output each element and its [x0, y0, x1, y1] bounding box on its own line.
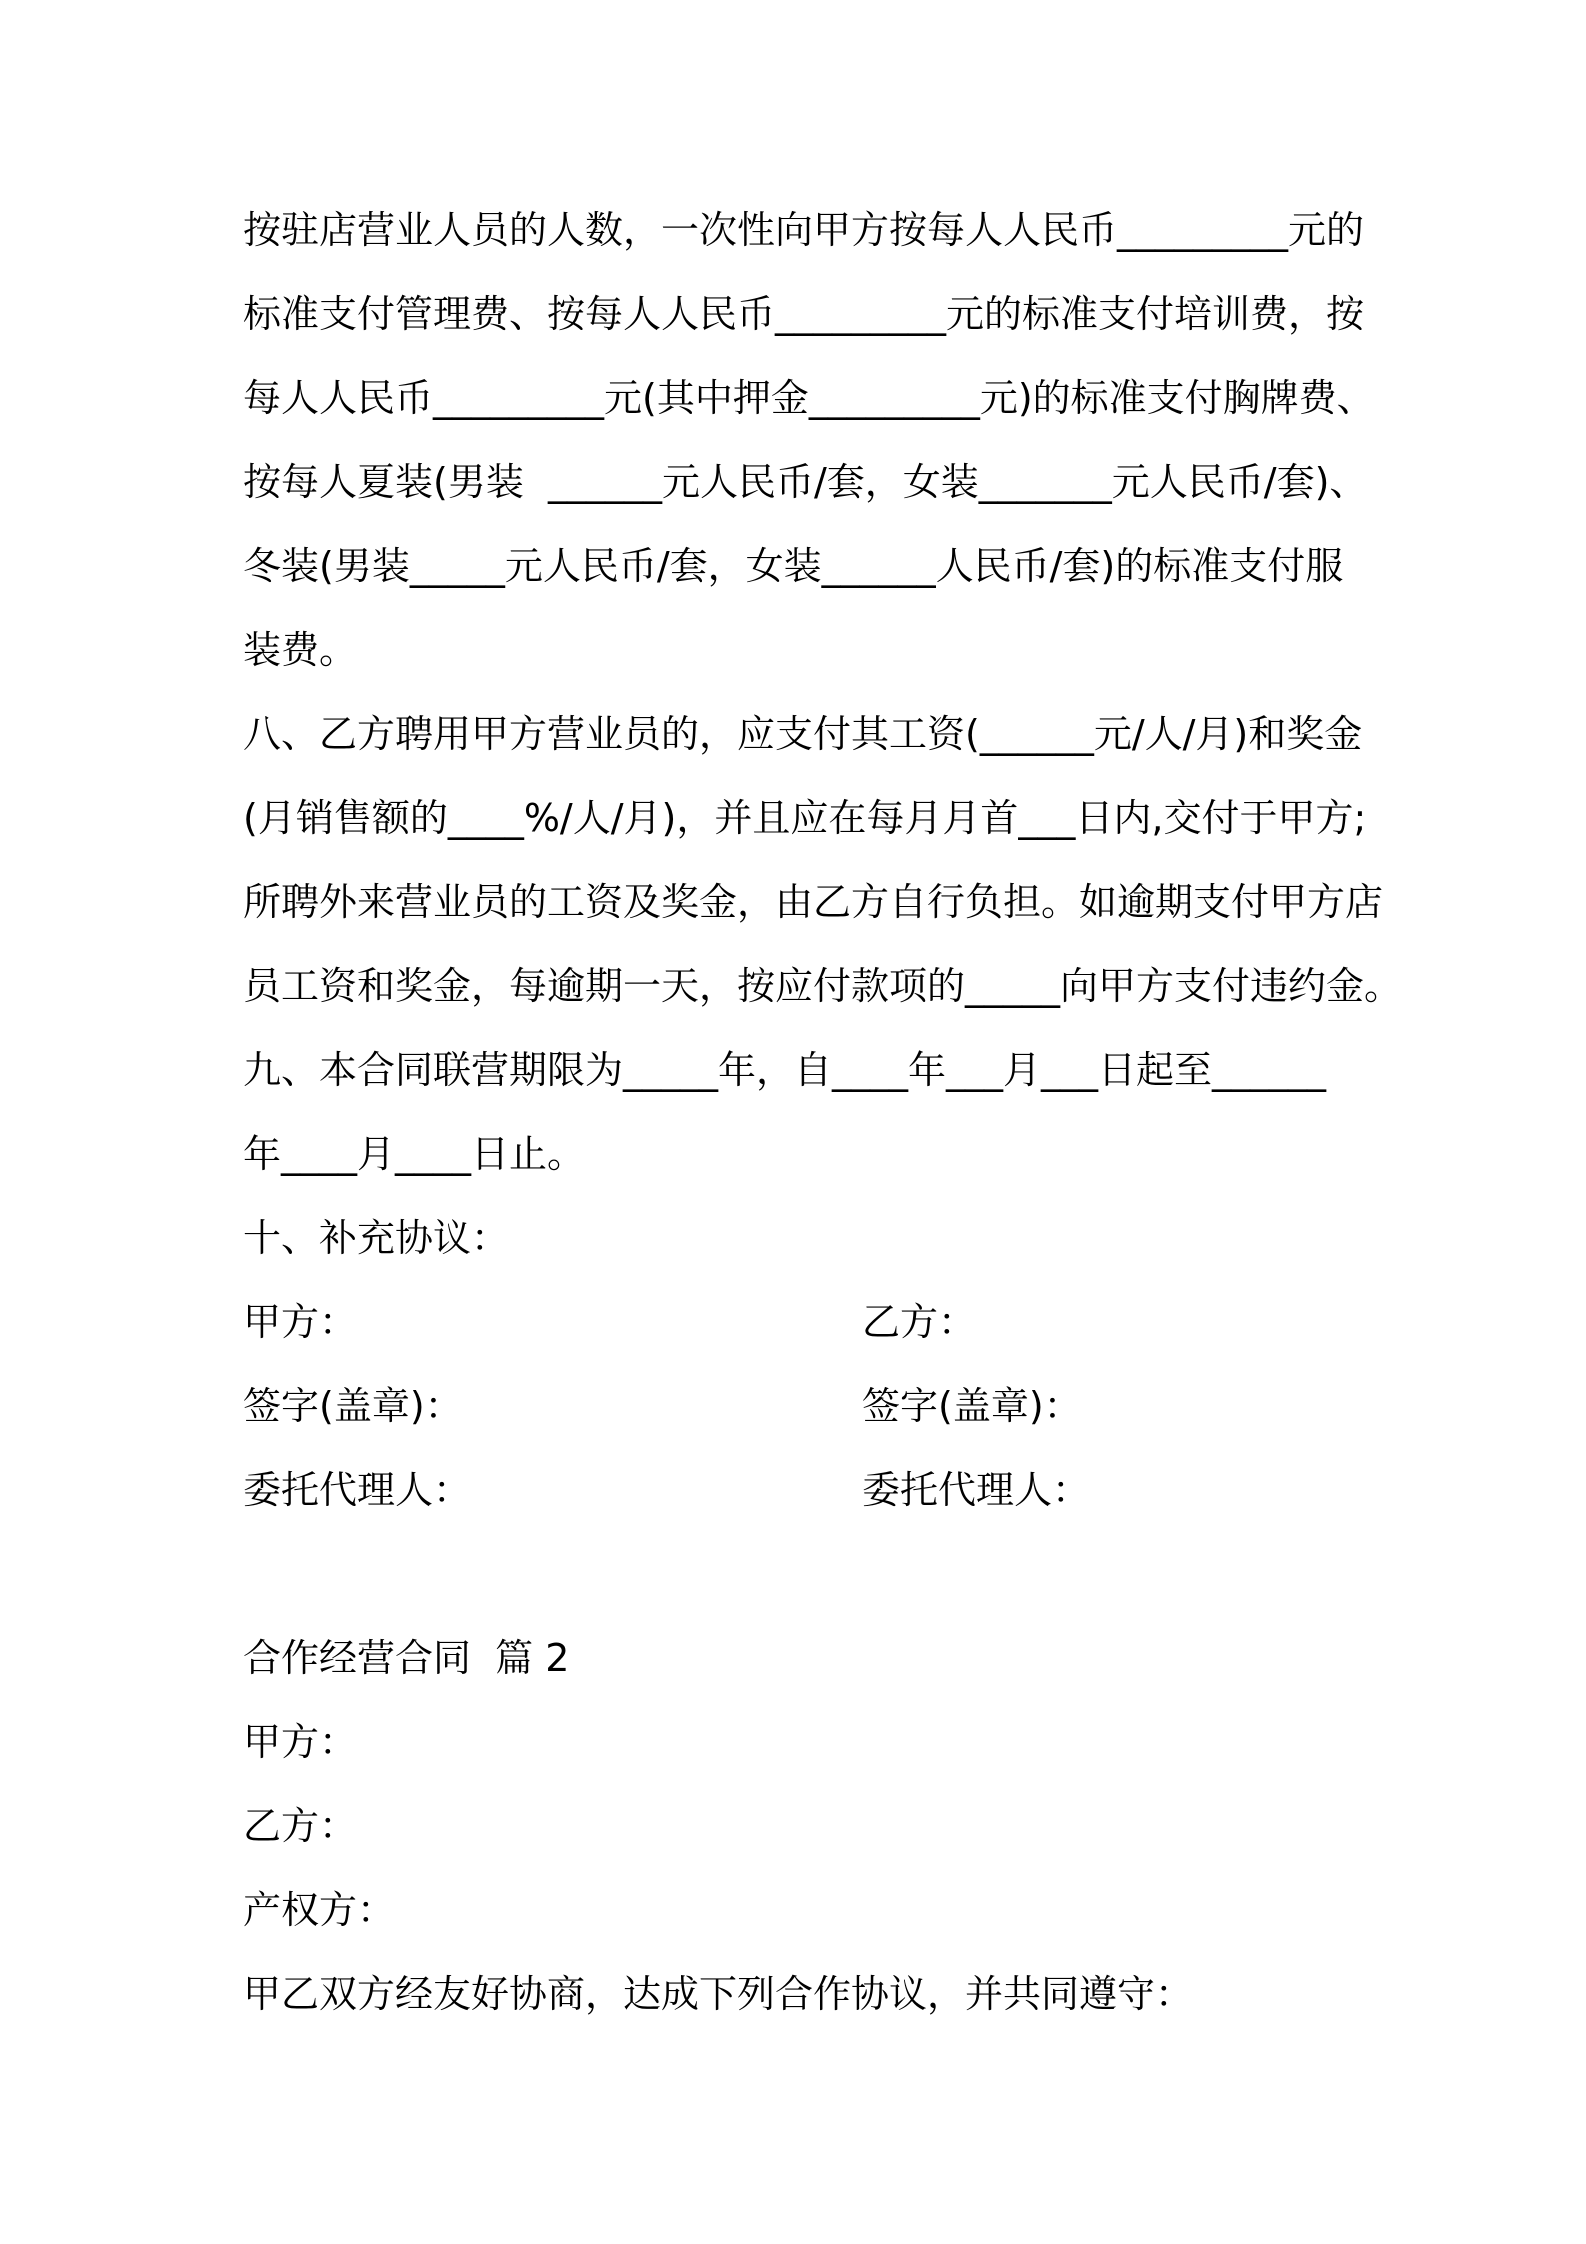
- paragraph-line: 冬装(男装_____元人民币/套，女装______人民币/套)的标准支付服: [243, 544, 1344, 588]
- party-a-agent-label: 委托代理人：: [243, 1468, 472, 1512]
- clause-8-line: 所聘外来营业员的工资及奖金，由乙方自行负担。如逾期支付甲方店: [243, 880, 1384, 924]
- section-2-intro: 甲乙双方经友好协商，达成下列合作协议，并共同遵守：: [243, 1972, 1194, 2016]
- paragraph-line: 每人人民币_________元(其中押金_________元)的标准支付胸牌费、: [243, 376, 1375, 420]
- party-b-label: 乙方：: [862, 1300, 977, 1344]
- clause-8-line: 员工资和奖金，每逾期一天，按应付款项的_____向甲方支付违约金。: [243, 964, 1403, 1008]
- section-2-party-b: 乙方：: [243, 1804, 358, 1848]
- paragraph-line: 按驻店营业人员的人数，一次性向甲方按每人人民币_________元的: [243, 208, 1365, 252]
- clause-8-line: 八、乙方聘用甲方营业员的，应支付其工资(______元/人/月)和奖金: [243, 712, 1363, 756]
- party-b-agent-label: 委托代理人：: [862, 1468, 1091, 1512]
- section-2-title: 合作经营合同 篇 2: [243, 1636, 570, 1680]
- clause-9-line: 年____月____日止。: [243, 1132, 586, 1176]
- paragraph-line: 装费。: [243, 628, 358, 672]
- clause-10-heading: 十、补充协议：: [243, 1216, 510, 1260]
- paragraph-line: 按每人夏装(男装 ______元人民币/套，女装_______元人民币/套)、: [243, 460, 1368, 504]
- party-b-signature-label: 签字(盖章)：: [862, 1384, 1082, 1428]
- party-a-label: 甲方：: [243, 1300, 358, 1344]
- section-2-party-a: 甲方：: [243, 1720, 358, 1764]
- clause-9-line: 九、本合同联营期限为_____年，自____年___月___日起至______: [243, 1048, 1327, 1092]
- clause-8-line: (月销售额的____%/人/月)，并且应在每月月首___日内,交付于甲方;: [243, 796, 1367, 840]
- paragraph-line: 标准支付管理费、按每人人民币_________元的标准支付培训费，按: [243, 292, 1365, 336]
- section-2-owner: 产权方：: [243, 1888, 396, 1932]
- party-a-signature-label: 签字(盖章)：: [243, 1384, 463, 1428]
